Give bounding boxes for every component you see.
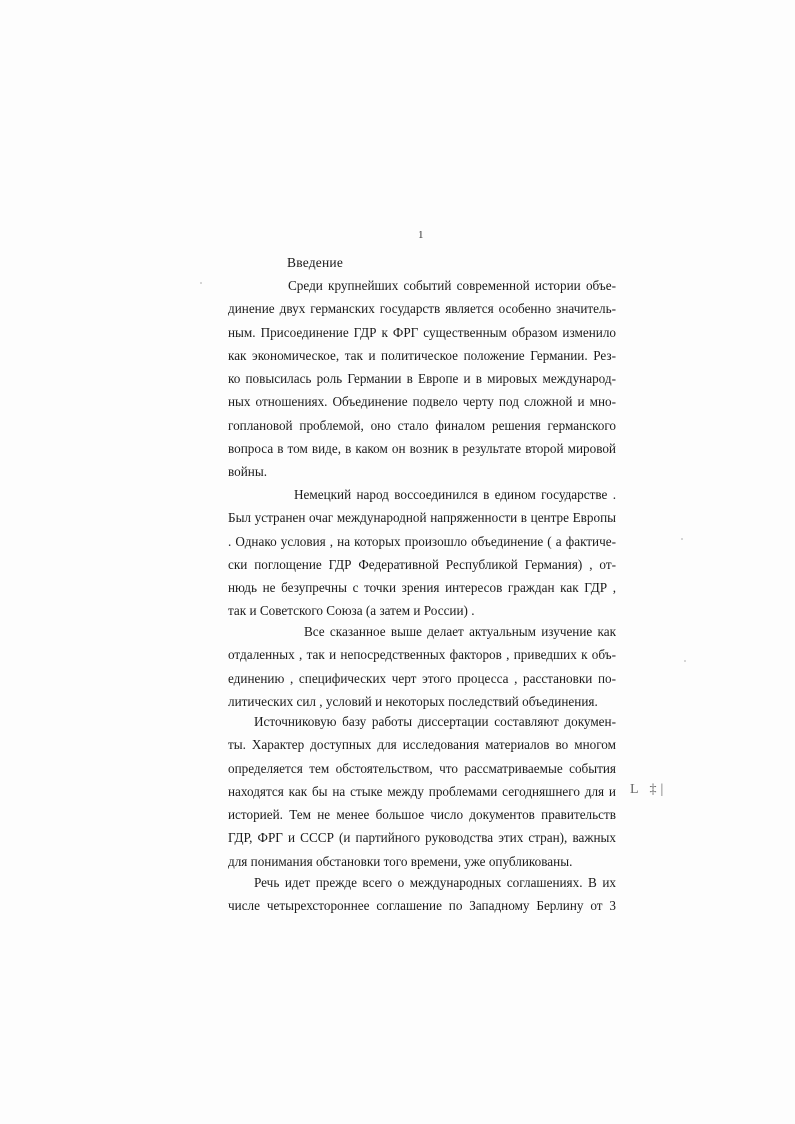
text-line: динение двух германских государств является особенно значитель-: [228, 301, 616, 317]
paragraph-4: [228, 710, 616, 873]
text-line: войны.: [228, 464, 268, 480]
paragraph-5: [228, 871, 616, 918]
text-line: ты. Характер доступных для исследования материалов во многом: [228, 737, 616, 753]
paragraph-3: [228, 620, 616, 713]
text-line: для понимания обстановки того времени, уже опубликованы.: [228, 853, 573, 869]
text-line: отдаленных , так и непосредственных факторов , приведших к объ-: [228, 647, 616, 663]
text-line: Был устранен очаг международной напряженности в центре Европы: [228, 510, 616, 526]
text-line: единению , специфических черт этого процесса , расстановки по-: [228, 670, 616, 686]
scan-speck: [200, 282, 202, 284]
text-line: Все сказанное выше делает актуальным изучение как: [304, 624, 616, 639]
text-line: числе четырехстороннее соглашение по Западному Берлину от 3: [228, 898, 616, 914]
text-line: ГДР, ФРГ и СССР (и партийного руководства этих стран), важных: [228, 830, 616, 846]
paragraph-1: [228, 274, 616, 484]
section-heading: Введение: [287, 255, 344, 270]
text-line: Речь идет прежде всего о международных соглашениях. В их: [254, 875, 616, 890]
text-line: Источниковую базу работы диссертации составляют докумен-: [254, 714, 616, 729]
text-line: . Однако условия , на которых произошло объединение ( а фактиче-: [228, 533, 616, 549]
text-line: нюдь не безупречны с точки зрения интересов граждан как ГДР ,: [228, 580, 616, 596]
text-line: гоплановой проблемой, оно стало финалом решения германского: [228, 417, 616, 433]
text-line: Среди крупнейших событий современной истории объе-: [288, 278, 616, 293]
paragraph-2: [228, 483, 616, 623]
scan-speck: [684, 660, 686, 662]
text-line: как экономическое, так и политическое положение Германии. Рез-: [228, 347, 616, 363]
text-line: ным. Присоединение ГДР к ФРГ существенным образом изменило: [228, 324, 616, 340]
text-line: литических сил , условий и некоторых последствий объединения.: [228, 693, 598, 709]
text-line: ски поглощение ГДР Федеративной Республикой Германия) , от-: [228, 556, 616, 572]
text-line: определяется тем обстоятельством, что рассматриваемые события: [228, 760, 616, 776]
text-line: ных отношениях. Объединение подвело черту под сложной и мно-: [228, 394, 616, 410]
text-line: так и Советского Союза (а затем и России) .: [228, 603, 475, 619]
text-line: находятся как бы на стыке между проблемами сегодняшнего для и: [228, 783, 616, 799]
scan-speck: [681, 538, 683, 540]
handwritten-margin-note: L ‡|: [630, 782, 668, 797]
page-number: 1: [418, 229, 424, 241]
text-line: Немецкий народ воссоединился в едином государстве .: [294, 487, 616, 502]
text-line: историей. Тем не менее большое число документов правительств: [228, 807, 616, 823]
text-line: вопроса в том виде, в каком он возник в результате второй мировой: [228, 441, 616, 457]
text-line: ко повысилась роль Германии в Европе и в мировых международ-: [228, 371, 616, 387]
